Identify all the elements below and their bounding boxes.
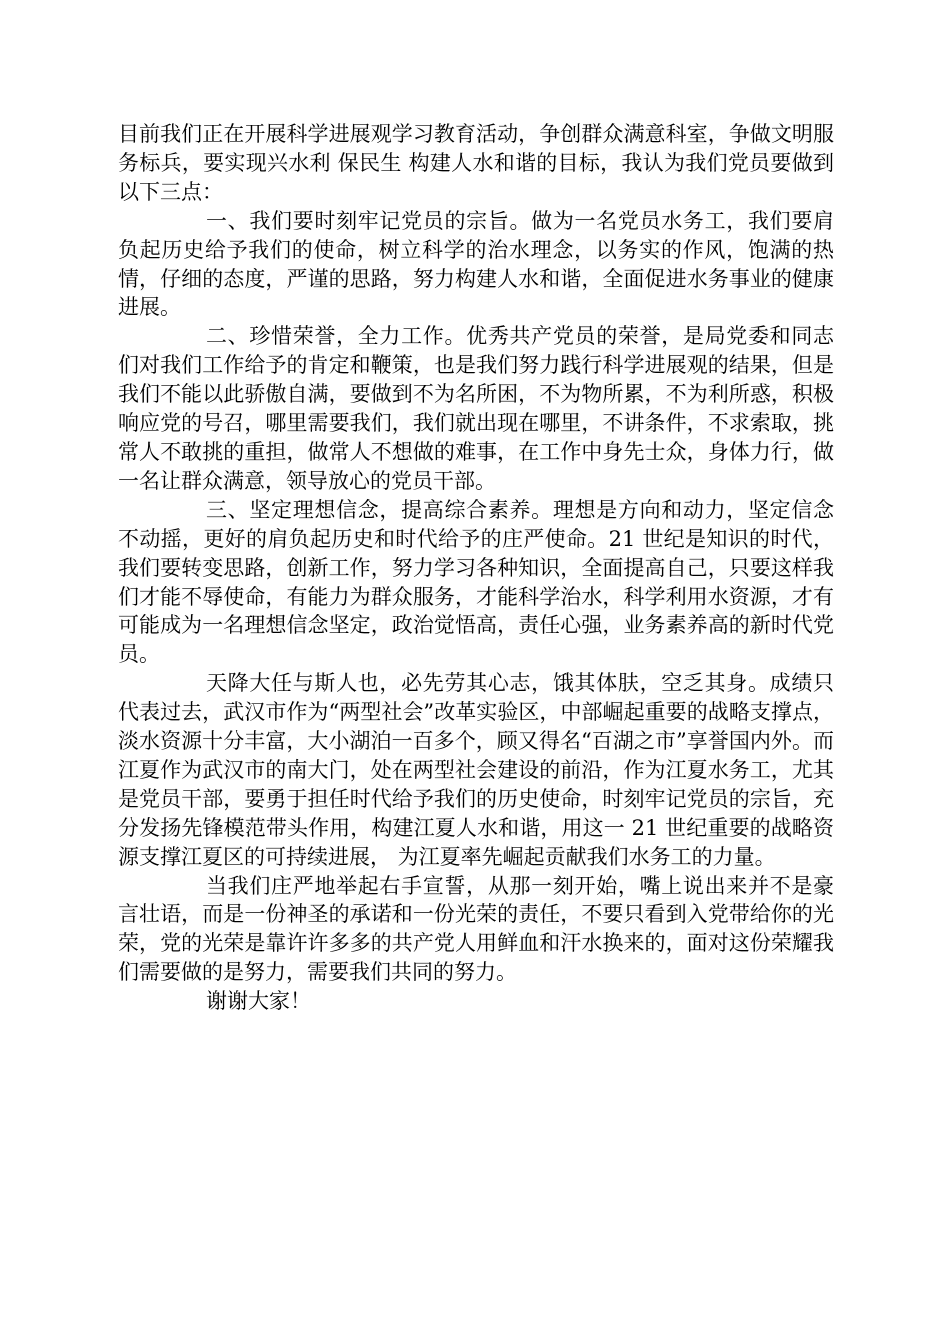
paragraph-point-one: 一、我们要时刻牢记党员的宗旨。做为一名党员水务工，我们要肩负起历史给予我们的使命，树立科学的治水理念，以务实的作风，饱满的热情，仔细的态度，严谨的思路，努力构建人水和谐，全面促进水务事业的健康进展。 [118,208,834,320]
paragraph-oath: 当我们庄严地举起右手宣誓，从那一刻开始，嘴上说出来并不是豪言壮语，而是一份神圣的承诺和一份光荣的责任，不要只看到入党带给你的光荣，党的光荣是靠许许多多的共产党人用鲜血和汗水换来的，面对这份荣耀我们需要做的是努力，需要我们共同的努力。 [118,873,834,985]
paragraph-point-two: 二、珍惜荣誉，全力工作。优秀共产党员的荣誉，是局党委和同志们对我们工作给予的肯定和鞭策，也是我们努力践行科学进展观的结果，但是我们不能以此骄傲自满，要做到不为名所困，不为物所累，不为利所惑，积极响应党的号召，哪里需要我们，我们就出现在哪里，不讲条件，不求索取，挑常人不敢挑的重担，做常人不想做的难事，在工作中身先士众，身体力行，做一名让群众满意，领导放心的党员干部。 [118,324,834,493]
document-body [118,120,834,1016]
paragraph-wuhan: 天降大任与斯人也，必先劳其心志，饿其体肤，空乏其身。成绩只代表过去，武汉市作为“两型社会”改革实验区，中部崛起重要的战略支撑点，淡水资源十分丰富，大小湖泊一百多个，顾又得名“百湖之市”享誉国内外。而江夏作为武汉市的南大门，处在两型社会建设的前沿，作为江夏水务工，尤其是党员干部，要勇于担任时代给予我们的历史使命，时刻牢记党员的宗旨，充分发扬先锋模范带头作用，构建江夏人水和谐，用这一 21 世纪重要的战略资源支撑江夏区的可持续进展， 为江夏率先崛起贡献我们水务工的力量。 [118,671,834,869]
paragraph-thanks: 谢谢大家！ [206,989,311,1014]
paragraph-point-three: 三、坚定理想信念，提高综合素养。理想是方向和动力，坚定信念不动摇，更好的肩负起历史和时代给予的庄严使命。21 世纪是知识的时代，我们要转变思路，创新工作，努力学习各种知识，全面提高自己，只要这样我们才能不辱使命，有能力为群众服务，才能科学治水，科学利用水资源，才有可能成为一名理想信念坚定，政治觉悟高，责任心强，业务素养高的新时代党员。 [118,497,834,667]
paragraph-intro: 目前我们正在开展科学进展观学习教育活动，争创群众满意科室，争做文明服务标兵，要实现兴水利 保民生 构建人水和谐的目标，我认为我们党员要做到以下三点： [118,122,834,204]
